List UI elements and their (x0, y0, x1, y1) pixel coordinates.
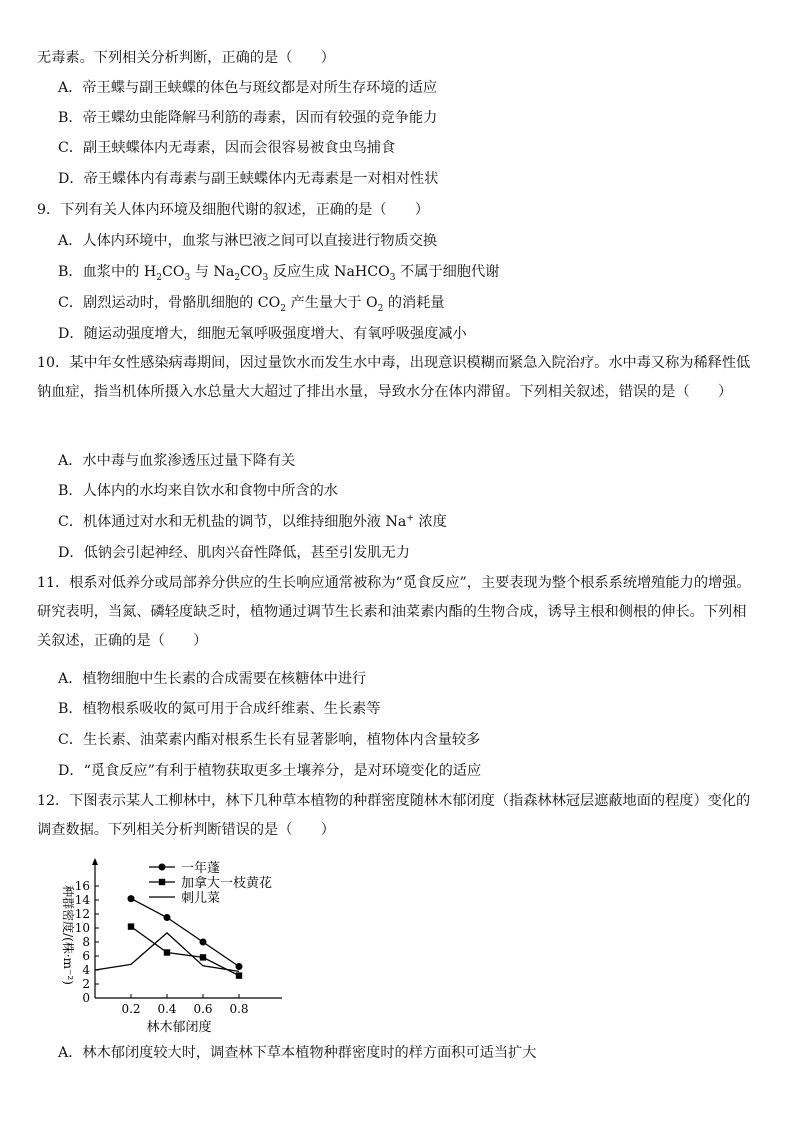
legend-label: 一年蓬 (181, 861, 221, 876)
text-run: CO (240, 264, 263, 280)
data-point (236, 972, 242, 978)
option-a: A．植物细胞中生长素的合成需要在核糖体中进行 (58, 671, 367, 687)
text-run: 产生量大于 O (286, 295, 378, 311)
x-tick-label: 0.2 (121, 1002, 141, 1016)
option-b: B．人体内的水均来自饮水和食物中所含的水 (58, 483, 338, 499)
y-axis-arrow (92, 858, 98, 865)
y-tick-label: 16 (74, 879, 90, 893)
option-a: A．林木郁闭度较大时，调查林下草本植物种群密度时的样方面积可适当扩大 (58, 1045, 537, 1061)
legend-label: 刺儿菜 (181, 891, 221, 906)
legend-marker (159, 864, 166, 871)
option-b: B．植物根系吸收的氮可用于合成纤维素、生长素等 (58, 701, 381, 717)
text-run: 反应生成 NaHCO (268, 264, 390, 280)
text-run: C．机体通过对水和无机盐的调节，以维持细胞外液 Na (58, 514, 407, 530)
y-tick-label: 0 (82, 991, 90, 1005)
subscript: 2 (234, 272, 241, 283)
y-tick-label: 6 (82, 949, 90, 963)
option-a: A．帝王蝶与副王蛱蝶的体色与斑纹都是对所生存环境的适应 (58, 80, 438, 96)
subscript: 2 (280, 303, 287, 314)
data-point (128, 895, 135, 902)
data-point (236, 963, 243, 970)
x-tick-label: 0.8 (229, 1002, 249, 1016)
population-density-chart (52, 858, 282, 1038)
y-tick-label: 14 (74, 893, 90, 907)
text-run: CO (161, 264, 185, 280)
y-tick-label: 8 (82, 935, 90, 949)
option-c: C．副王蛱蝶体内无毒素，因而会很容易被食虫鸟捕食 (58, 140, 396, 156)
option-d: D．随运动强度增大，细胞无氧呼吸强度增大、有氧呼吸强度减小 (58, 326, 467, 342)
legend-label: 加拿大一枝黄花 (181, 876, 273, 891)
superscript: + (406, 513, 414, 524)
series-line (131, 899, 239, 967)
option-c: C．生长素、油菜素内酯对根系生长有显著影响，植物体内含量较多 (58, 732, 481, 748)
subscript: 3 (184, 272, 191, 283)
y-tick-label: 4 (82, 963, 90, 977)
option-d: D．“觅食反应”有利于植物获取更多土壤养分，是对环境变化的适应 (58, 763, 482, 779)
data-point (164, 914, 171, 921)
data-point (200, 939, 207, 946)
subscript: 3 (262, 272, 269, 283)
option-c (58, 293, 445, 313)
y-tick-label: 10 (74, 921, 90, 935)
y-axis-label: 种群密度/(株·m⁻²) (61, 885, 75, 985)
subscript: 2 (377, 303, 384, 314)
data-point (200, 954, 206, 960)
x-tick-label: 0.4 (157, 1002, 177, 1016)
x-tick-label: 0.6 (193, 1002, 213, 1016)
option-b: B．帝王蝶幼虫能降解马利筋的毒素，因而有较强的竞争能力 (58, 110, 438, 126)
text-run: 浓度 (413, 514, 447, 530)
subscript: 3 (389, 272, 396, 283)
text-run: B．血浆中的 H (58, 264, 157, 280)
x-axis-label: 林木郁闭度 (146, 1020, 212, 1035)
question-10: 10．某中年女性感染病毒期间，因过量饮水而发生水中毒，出现意识模糊而紧急入院治疗。水中毒又称为稀释性低钠血症，指当机体所摄入水总量大大超过了排出水量，导致水分在体内滞留。下列相关叙述，错误的是（ ） (37, 355, 751, 400)
legend-marker (159, 879, 165, 885)
y-tick-label: 2 (82, 977, 90, 991)
option-a: A．人体内环境中，血浆与淋巴液之间可以直接进行物质交换 (58, 233, 438, 249)
option-d: D．帝王蝶体内有毒素与副王蛱蝶体内无毒素是一对相对性状 (58, 171, 439, 187)
text-run: 与 Na (190, 264, 235, 280)
text-run: 的消耗量 (383, 295, 445, 311)
question-11: 11．根系对低养分或局部养分供应的生长响应通常被称为“觅食反应”，主要表现为整个根系系统增殖能力的增强。研究表明，当氮、磷轻度缺乏时，植物通过调节生长素和油菜素内酯的生物合成，诱导主根和侧根的伸长。下列相关叙述，正确的是（ ） (37, 575, 751, 649)
data-point (128, 923, 134, 929)
text-line: 无毒素。下列相关分析判断，正确的是（ ） (37, 50, 335, 66)
text-run: C．剧烈运动时，骨骼肌细胞的 CO (58, 295, 281, 311)
data-point (164, 949, 170, 955)
text-run: 不属于细胞代谢 (395, 264, 500, 280)
option-a: A．水中毒与血浆渗透压过量下降有关 (58, 453, 296, 469)
question-12: 12．下图表示某人工柳林中，林下几种草本植物的种群密度随林木郁闭度（指森林林冠层遮蔽地面的程度）变化的调查数据。下列相关分析判断错误的是（ ） (37, 793, 751, 838)
option-b (58, 262, 499, 282)
option-d: D．低钠会引起神经、肌肉兴奋性降低，甚至引发肌无力 (58, 545, 410, 561)
subscript: 2 (156, 272, 162, 283)
y-tick-label: 12 (74, 907, 90, 921)
question-9: 9．下列有关人体内环境及细胞代谢的叙述，正确的是（ ） (37, 202, 430, 218)
option-c (58, 512, 447, 532)
